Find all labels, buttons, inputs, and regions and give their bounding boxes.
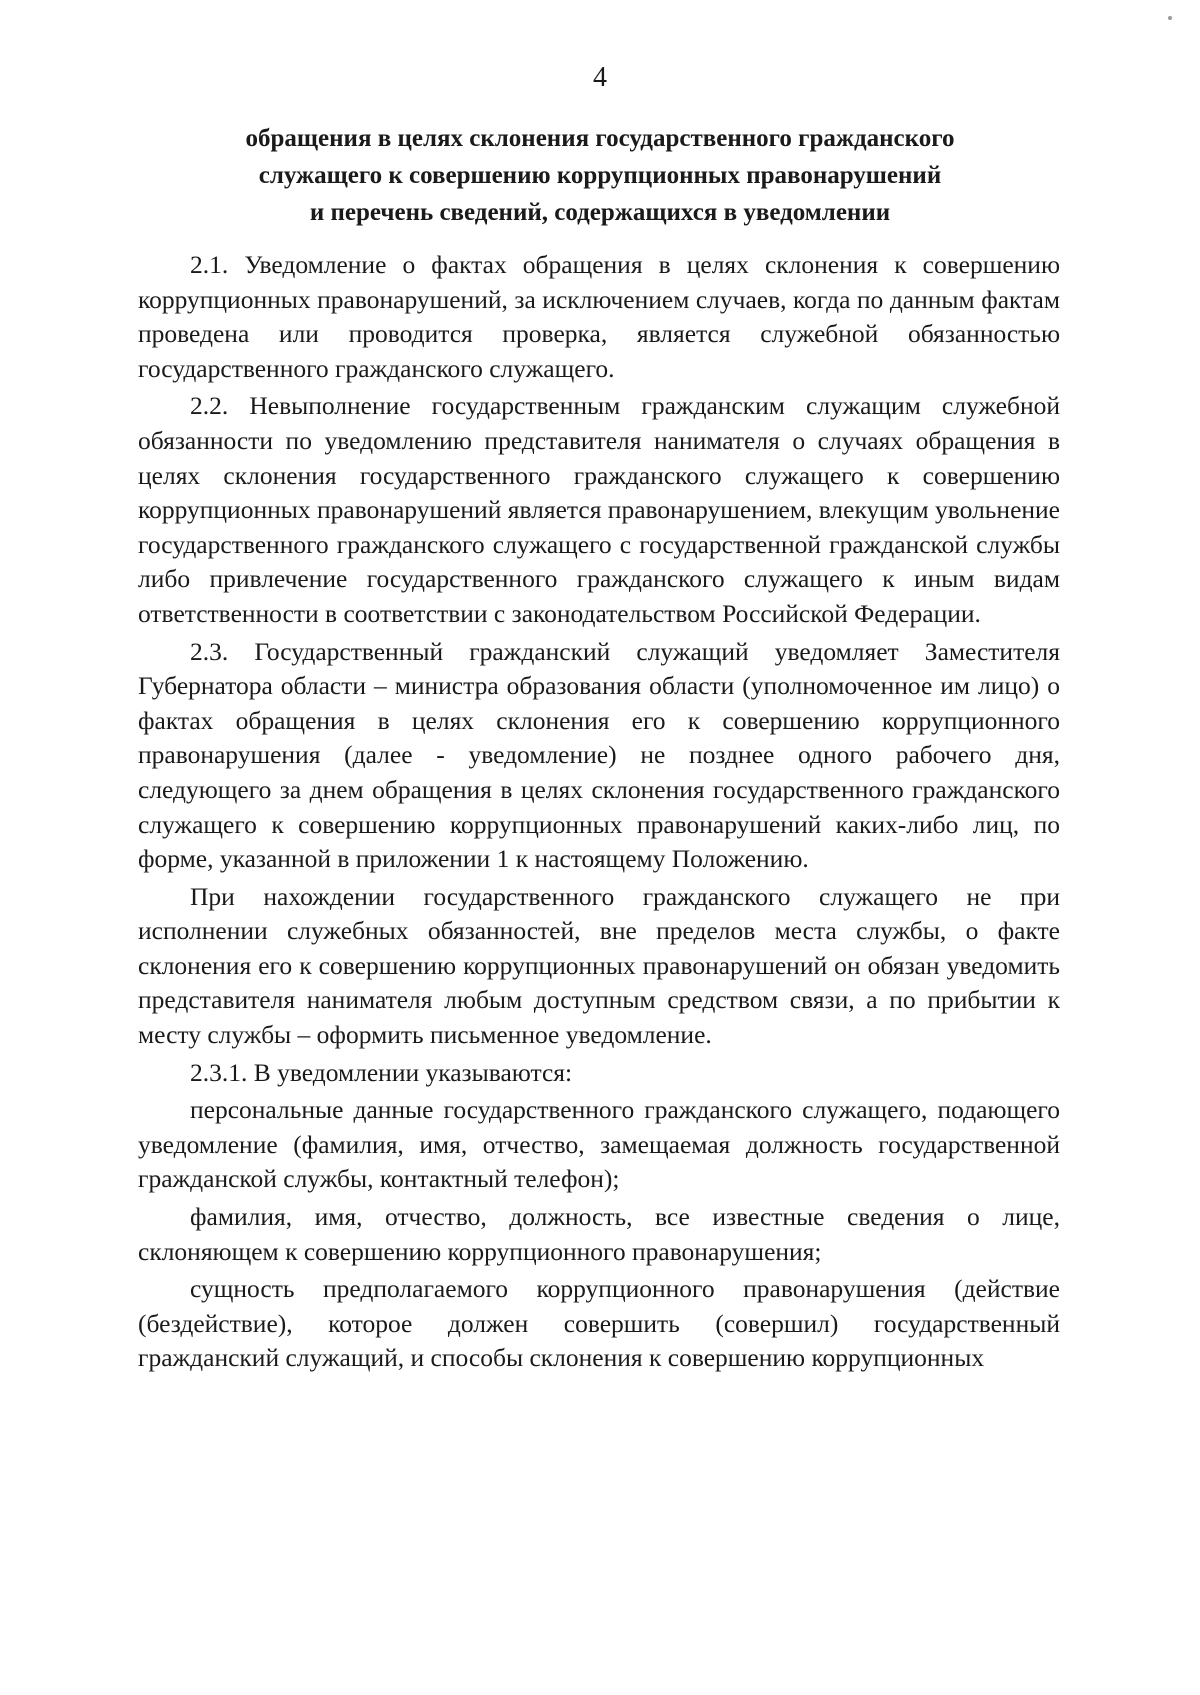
- heading-line: служащего к совершению коррупционных правонарушений: [258, 162, 942, 189]
- paragraph-2-3: 2.3. Государственный гражданский служащий уведомляет Заместителя Губернатора области – министра образования области (уполномоченное им лицо) о фактах обращения в целях склонения его к совершению коррупционного правонарушения (далее - уведомление) не позднее одного рабочего дня, следующего за днем обращения в целях склонения государственного гражданского служащего к совершению коррупционных правонарушений каких-либо лиц, по форме, указанной в приложении 1 к настоящему Положению.: [138, 636, 1060, 874]
- paragraph-2-2: 2.2. Невыполнение государственным гражданским служащим служебной обязанности по уведомлению представителя нанимателя о случаях обращения в целях склонения государственного гражданского служащего к совершению коррупционных правонарушений является правонарушением, влекущим увольнение государственного гражданского служащего с государственной гражданской службы либо привлечение государственного гражданского служащего к иным видам ответственности в соответствии с законодательством Российской Федерации.: [138, 391, 1060, 628]
- scan-speck: [1168, 16, 1172, 20]
- paragraph-2-1: 2.1. Уведомление о фактах обращения в целях склонения к совершению коррупционных правонарушений, за исключением случаев, когда по данным фактам проведена или проводится проверка, является служебной обязанностью государственного гражданского служащего.: [138, 250, 1060, 383]
- list-item-offense-essence: сущность предполагаемого коррупционного правонарушения (действие (бездействие), которое должен совершить (совершил) государственный гражданский служащий, и способы склонения к совершению коррупционных: [138, 1274, 1060, 1373]
- paragraph-absence-notice: При нахождении государственного гражданского служащего не при исполнении служебных обязанностей, вне пределов места службы, о факте склонения его к совершению коррупционных правонарушений он обязан уведомить представителя нанимателя любым доступным средством связи, а по прибытии к месту службы – оформить письменное уведомление.: [138, 881, 1060, 1050]
- page-number: 4: [593, 62, 607, 93]
- heading-line: обращения в целях склонения государственного гражданского: [245, 125, 955, 152]
- section-heading: [150, 120, 1050, 231]
- paragraph-2-3-1: 2.3.1. В уведомлении указываются:: [190, 1057, 573, 1087]
- list-item-inducer-info: фамилия, имя, отчество, должность, все известные сведения о лице, склоняющем к совершению коррупционного правонарушения;: [138, 1202, 1060, 1266]
- list-item-personal-data: персональные данные государственного гражданского служащего, подающего уведомление (фамилия, имя, отчество, замещаемая должность государственной гражданской службы, контактный телефон);: [138, 1095, 1060, 1194]
- heading-line: и перечень сведений, содержащихся в уведомлении: [309, 199, 891, 226]
- document-body: [138, 248, 1060, 1379]
